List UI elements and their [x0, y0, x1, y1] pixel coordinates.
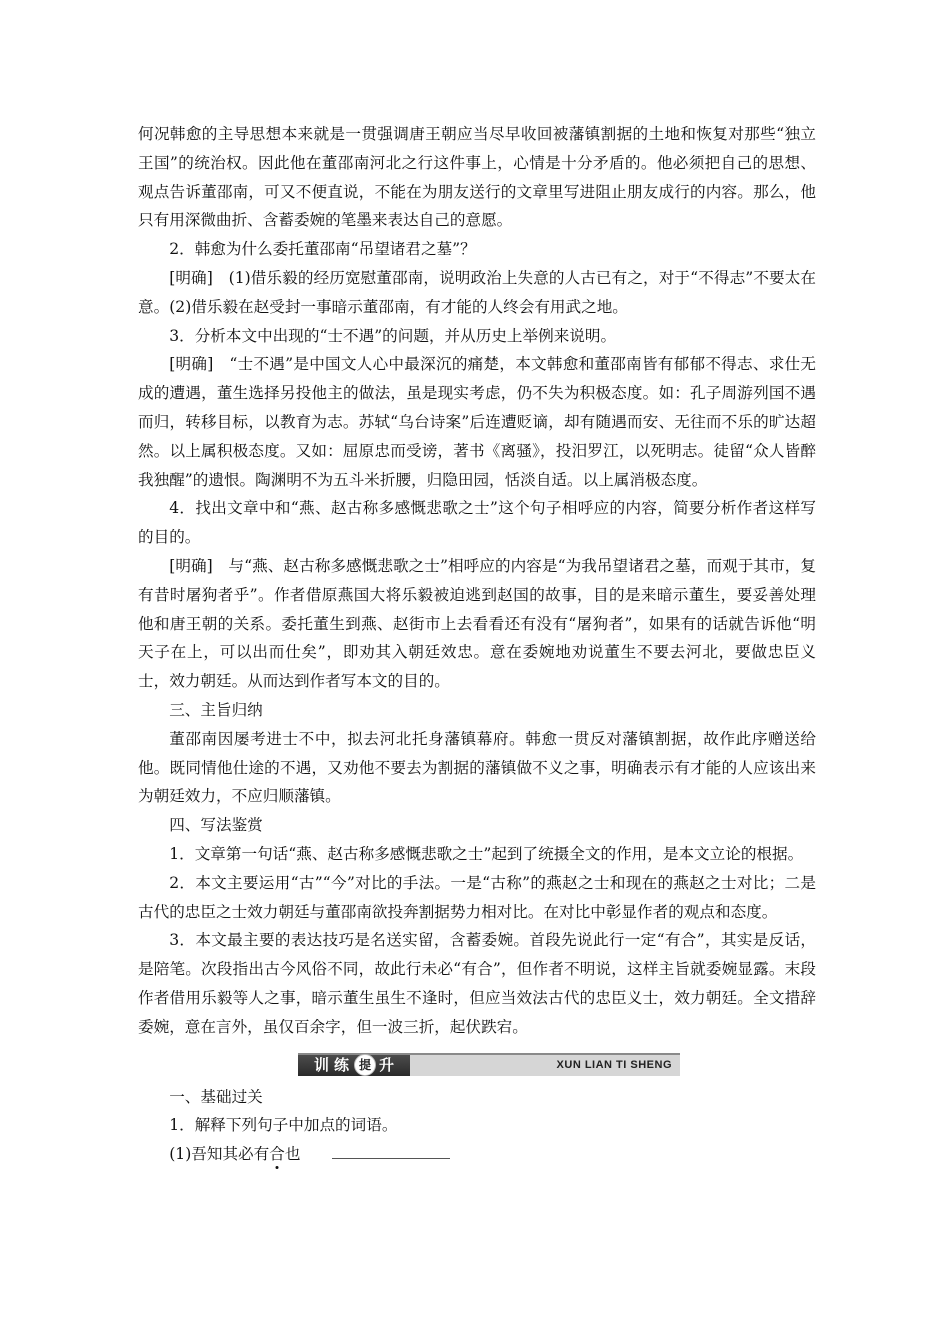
dotted-character: 合 — [269, 1145, 285, 1164]
document-page — [138, 120, 816, 1169]
banner-circle-badge: 提 — [354, 1054, 376, 1076]
answer-blank[interactable] — [332, 1140, 450, 1159]
answer-2: [明确] (1)借乐毅的经历宽慰董邵南，说明政治上失意的人古已有之，对于“不得志”不要太在意。(2)借乐毅在赵受封一事暗示董邵南，有才能的人终会有用武之地。 — [138, 268, 816, 316]
paragraph-continuation: 何况韩愈的主导思想本来就是一贯强调唐王朝应当尽早收回被藩镇割据的土地和恢复对那些“独立王国”的统治权。因此他在董邵南河北之行这件事上，心情是十分矛盾的。他必须把自己的思想、观点告诉董邵南，可又不便直说，不能在为朋友送行的文章里写进阻止朋友成行的内容。那么，他只有用深微曲折、含蓄委婉的笔墨来表达自己的意愿。 — [138, 125, 816, 230]
banner-pinyin: XUN LIAN TI SHENG — [410, 1055, 680, 1076]
writing-point-3: 3．本文最主要的表达技巧是名送实留，含蓄委婉。首段先说此行一定“有合”，其实是反话，是陪笔。次段指出古今风俗不同，故此行未必“有合”，但作者不明说，这样主旨就委婉显露。末段作者借用乐毅等人之事，暗示董生虽生不逢时，但应当效法古代的忠臣义士，效力朝廷。全文措辞委婉，意在言外，虽仅百余字，但一波三折，起伏跌宕。 — [138, 931, 816, 1036]
training-banner — [138, 1052, 816, 1075]
writing-point-2: 2．本文主要运用“古”“今”对比的手法。一是“古称”的燕赵之士和现在的燕赵之士对比；二是古代的忠臣之士效力朝廷与董邵南欲投奔割据势力相对比。在对比中彰显作者的观点和态度。 — [138, 873, 816, 921]
writing-point-1: 1．文章第一句话“燕、赵古称多感慨悲歌之士”起到了统摄全文的作用，是本文立论的根据。 — [169, 844, 804, 863]
section-heading-theme: 三、主旨归纳 — [169, 700, 263, 719]
exercise-section-heading: 一、基础过关 — [169, 1087, 263, 1106]
exercise-item-suffix: 也 — [284, 1145, 301, 1164]
section-heading-writing: 四、写法鉴赏 — [169, 816, 263, 835]
question-4: 4．找出文章中和“燕、赵古称多感慨悲歌之士”这个句子相呼应的内容，简要分析作者这样写的目的。 — [138, 499, 816, 547]
banner-char-4: 升 — [379, 1055, 397, 1074]
banner-char-2: 练 — [334, 1055, 352, 1074]
exercise-item-text: (1)吾知其必有 — [169, 1145, 270, 1164]
question-2: 2．韩愈为什么委托董邵南“吊望诸君之墓”？ — [169, 240, 476, 259]
question-3: 3．分析本文中出现的“士不遇”的问题，并从历史上举例来说明。 — [169, 326, 617, 345]
theme-summary: 董邵南因屡考进士不中，拟去河北托身藩镇幕府。韩愈一贯反对藩镇割据，故作此序赠送给他。既同情他仕途的不遇，又劝他不要去为割据的藩镇做不义之事，明确表示有才能的人应该出来为朝廷效力，不应归顺藩镇。 — [138, 729, 816, 806]
exercise-item-1 — [138, 1140, 816, 1169]
answer-3: [明确] “士不遇”是中国文人心中最深沉的痛楚，本文韩愈和董邵南皆有郁郁不得志、求仕无成的遭遇，董生选择另投他主的做法，虽是现实考虑，仍不失为积极态度。如：孔子周游列国不遇而归，转移目标，以教育为志。苏轼“乌台诗案”后连遭贬谪，却有随遇而安、无往而不乐的旷达超然。以上属积极态度。又如：屈原忠而受谤，著书《离骚》，投汨罗江，以死明志。徒留“众人皆醉我独醒”的遗恨。陶渊明不为五斗米折腰，归隐田园，恬淡自适。以上属消极态度。 — [138, 355, 816, 489]
exercise-question-1: 1．解释下列句子中加点的词语。 — [169, 1116, 398, 1135]
answer-4: [明确] 与“燕、赵古称多感慨悲歌之士”相呼应的内容是“为我吊望诸君之墓，而观于其市，复有昔时屠狗者乎”。作者借原燕国大将乐毅被迫逃到赵国的故事，目的是来暗示董生，要妥善处理他和唐王朝的关系。委托董生到燕、赵街市上去看看还有没有“屠狗者”，如果有的话就告诉他“明天子在上，可以出而仕矣”，即劝其入朝廷效忠。意在委婉地劝说董生不要去河北，要做忠臣义士，效力朝廷。从而达到作者写本文的目的。 — [138, 556, 816, 691]
banner-bar — [298, 1053, 680, 1076]
banner-title — [298, 1055, 410, 1076]
banner-char-1: 训 — [314, 1055, 332, 1074]
